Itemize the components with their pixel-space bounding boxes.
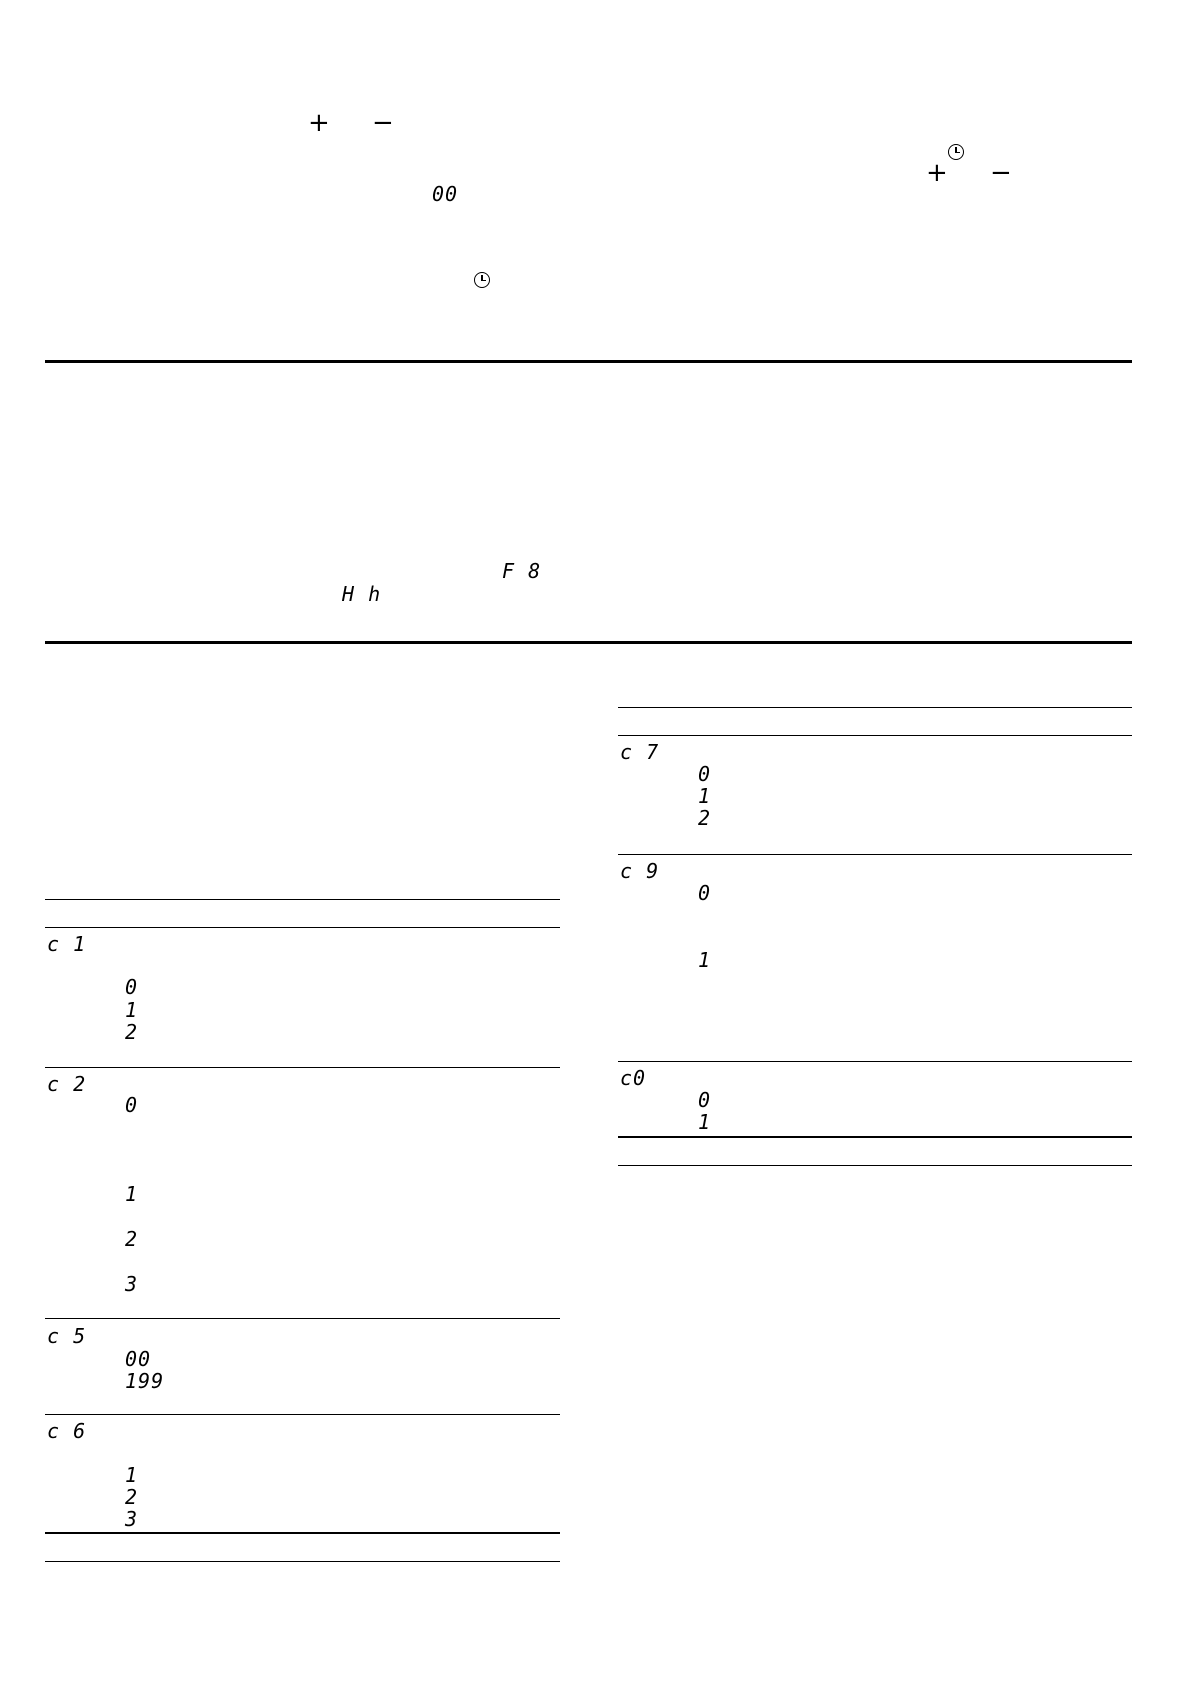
- setting-option: 1: [125, 998, 139, 1022]
- setting-code: c 9: [620, 859, 660, 883]
- setting-option: 0: [698, 881, 712, 905]
- setting-option: 0: [125, 975, 139, 999]
- setting-code: c0: [620, 1066, 647, 1090]
- setting-option: 3: [125, 1272, 139, 1296]
- setting-option: 3: [125, 1507, 139, 1531]
- setting-code: c 6: [47, 1419, 87, 1443]
- setting-option: 0: [698, 1088, 712, 1112]
- clock-icon: [474, 272, 490, 288]
- table-bottom-rule: [45, 1532, 560, 1534]
- setting-option: 00: [125, 1347, 152, 1371]
- setting-code: c 7: [620, 740, 660, 764]
- setting-option: 0: [698, 762, 712, 786]
- display-value: 00: [432, 182, 459, 206]
- setting-code: c 2: [47, 1072, 87, 1096]
- table-header-top-rule: [618, 707, 1132, 708]
- code-hh: H h: [342, 582, 382, 606]
- setting-option: 1: [125, 1182, 139, 1206]
- section-divider: [45, 641, 1132, 644]
- table-row-rule: [45, 1318, 560, 1319]
- minus-icon: −: [372, 108, 394, 138]
- setting-option: 1: [125, 1463, 139, 1487]
- table-header-bottom-rule: [618, 735, 1132, 736]
- setting-option: 0: [125, 1093, 139, 1117]
- code-f8: F 8: [502, 559, 542, 583]
- setting-code: c 5: [47, 1324, 87, 1348]
- setting-option: 1: [698, 784, 712, 808]
- setting-option: 199: [125, 1369, 165, 1393]
- table-bottom-rule: [618, 1136, 1132, 1138]
- table-header-bottom-rule: [45, 927, 560, 928]
- setting-option: 1: [698, 948, 712, 972]
- table-row-rule: [618, 854, 1132, 855]
- setting-option: 2: [698, 806, 712, 830]
- table-row-rule: [618, 1061, 1132, 1062]
- table-row-rule: [45, 1414, 560, 1415]
- table-header-top-rule: [45, 899, 560, 900]
- setting-code: c 1: [47, 932, 87, 956]
- plus-icon: +: [308, 108, 330, 138]
- table-footer-rule: [618, 1165, 1132, 1166]
- minus-icon: −: [990, 158, 1012, 188]
- setting-option: 2: [125, 1485, 139, 1509]
- setting-option: 2: [125, 1227, 139, 1251]
- table-footer-rule: [45, 1561, 560, 1562]
- plus-icon: +: [926, 158, 948, 188]
- setting-option: 2: [125, 1020, 139, 1044]
- setting-option: 1: [698, 1110, 712, 1134]
- clock-icon: [948, 144, 964, 160]
- section-divider: [45, 360, 1132, 363]
- table-row-rule: [45, 1067, 560, 1068]
